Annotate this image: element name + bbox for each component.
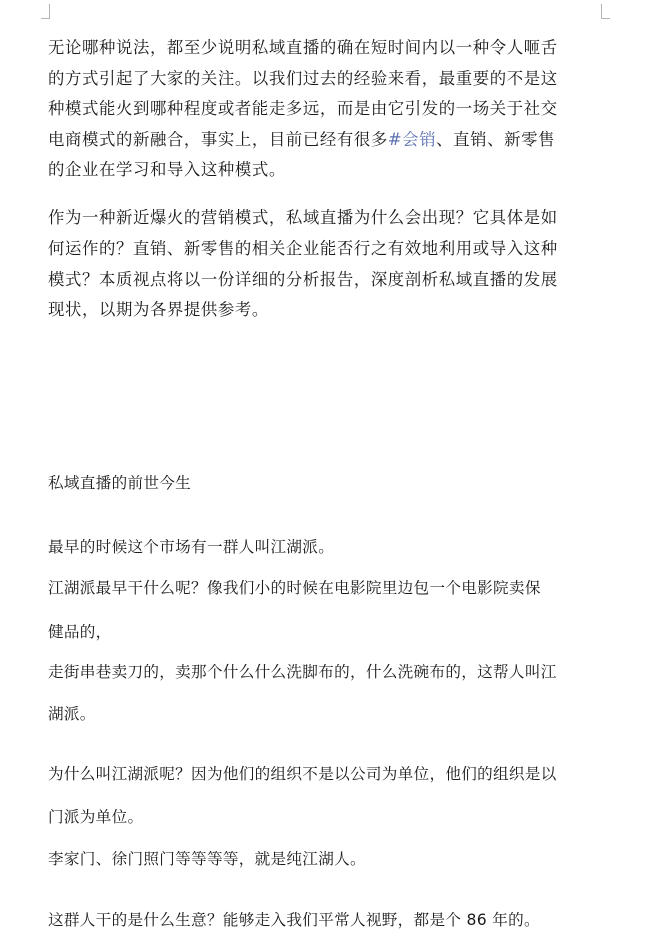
paragraph-question: [48, 203, 604, 326]
text-line: 的企业在学习和导入这种模式。: [48, 160, 286, 179]
text-segment: 电商模式的新融合，事实上，目前已经有很多: [48, 129, 388, 149]
paragraph-intro: [48, 33, 604, 186]
text-line: 这群人干的是什么生意？能够走入我们平常人视野，都是个 86 年的。: [48, 911, 540, 929]
text-line: 作为一种新近爆火的营销模式，私域直播为什么会出现？它具体是如: [48, 208, 558, 227]
text-line: 走街串巷卖刀的，卖那个什么什么洗脚布的，什么洗碗布的，这帮人叫江: [48, 663, 557, 681]
text-segment: 、直销、新零售: [436, 129, 556, 149]
text-line: 李家门、徐门照门等等等等，就是纯江湖人。: [48, 850, 366, 868]
hashtag-link[interactable]: #会销: [387, 129, 437, 149]
text-line: 为什么叫江湖派呢？因为他们的组织不是以公司为单位，他们的组织是以: [48, 765, 557, 783]
text-line: 健品的，: [48, 623, 112, 641]
text-line: 江湖派最早干什么呢？像我们小的时候在电影院里边包一个电影院卖保: [48, 579, 541, 597]
text-line: 最早的时候这个市场有一群人叫江湖派。: [48, 538, 335, 556]
top-left-crop-mark: [41, 4, 50, 19]
text-line: 无论哪种说法，都至少说明私域直播的确在短时间内以一种令人咂舌: [48, 38, 558, 57]
text-line: 的方式引起了大家的关注。以我们过去的经验来看，最重要的不是这: [48, 68, 558, 88]
top-right-crop-mark: [601, 4, 610, 19]
text-line: 模式？本质视点将以一份详细的分析报告，深度剖析私域直播的发展: [48, 269, 558, 289]
text-line: 湖派。: [48, 705, 96, 723]
text-line: 何运作的？直销、新零售的相关企业能否行之有效地利用或导入这种: [48, 238, 558, 258]
text-line: 现状，以期为各界提供参考。: [48, 300, 269, 320]
text-line: [48, 125, 604, 156]
section-heading: 私域直播的前世今生: [48, 474, 192, 492]
text-line: 门派为单位。: [48, 808, 144, 826]
text-line: 种模式能火到哪种程度或者能走多远，而是由它引发的一场关于社交: [48, 99, 558, 118]
